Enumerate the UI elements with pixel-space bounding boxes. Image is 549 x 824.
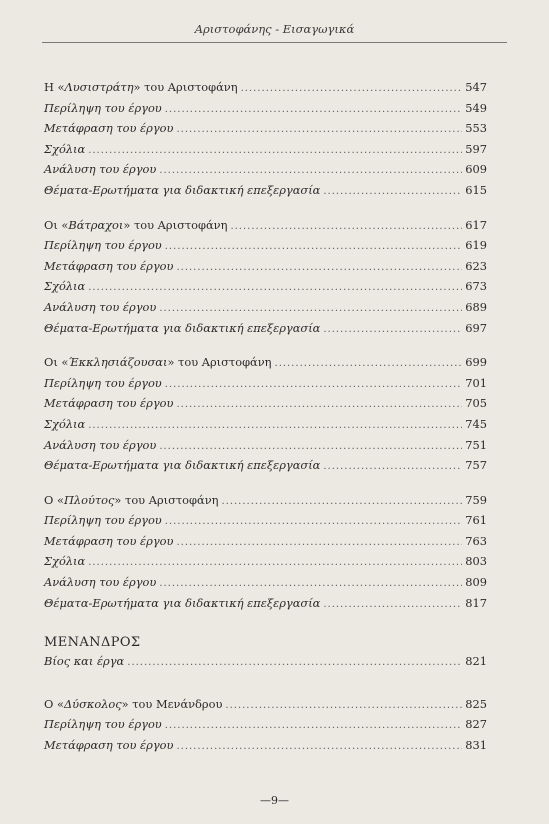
toc-entry xyxy=(44,458,487,479)
leader-dots xyxy=(323,324,462,335)
leader-dots xyxy=(165,379,462,390)
page-number: 617 xyxy=(465,217,487,232)
section-title-row: Ο «Δύσκολος» του Μενάνδρου ..... 825 xyxy=(44,697,487,718)
entry-label: Περίληψη του έργου xyxy=(44,238,162,253)
toc-entry xyxy=(44,142,487,163)
page-number: 697 xyxy=(465,320,487,335)
leader-dots xyxy=(159,303,462,314)
work-title: Λυσιστράτη xyxy=(64,80,134,94)
leader-dots xyxy=(225,700,462,711)
toc-entry xyxy=(44,376,487,397)
leader-dots xyxy=(275,358,462,369)
leader-dots xyxy=(176,262,462,273)
section-title-row: Ο «Πλούτος» του Αριστοφάνη ..... 759 xyxy=(44,493,487,514)
toc-entry xyxy=(44,513,487,534)
leader-dots xyxy=(88,145,462,156)
leader-dots xyxy=(176,741,462,752)
work-title: Πλούτος xyxy=(63,492,115,507)
page-number: 547 xyxy=(465,80,487,94)
toc-entry xyxy=(44,121,487,142)
footer-page-number: —9— xyxy=(260,794,289,807)
work-title: Έκκλησιάζουσαι xyxy=(68,355,168,370)
page-number: 759 xyxy=(465,492,487,507)
leader-dots xyxy=(165,104,462,115)
leader-dots xyxy=(323,461,462,472)
page-number: 809 xyxy=(465,575,487,590)
author-heading: ΜΕΝΑΝΔΡΟΣ xyxy=(44,635,141,651)
leader-dots xyxy=(88,420,462,431)
toc-entry xyxy=(44,321,487,342)
page-number: 827 xyxy=(465,717,487,732)
page-number: 763 xyxy=(465,533,487,548)
page-number: 701 xyxy=(465,375,487,390)
page-number: 831 xyxy=(465,738,487,753)
toc-entry xyxy=(44,738,487,759)
page-number: 619 xyxy=(465,238,487,253)
leader-dots xyxy=(323,186,462,197)
leader-dots xyxy=(241,83,462,94)
page-number: 699 xyxy=(465,355,487,370)
toc-entry xyxy=(44,259,487,280)
entry-label: Μετάφραση του έργου xyxy=(44,533,174,548)
page-number: 825 xyxy=(465,696,487,711)
toc-entry xyxy=(44,575,487,596)
section-title-row: Η «Λυσιστράτη» του Αριστοφάνη ..... 547 xyxy=(44,80,487,101)
entry-label: Μετάφραση του έργου xyxy=(44,396,174,411)
entry-label: Ανάλυση του έργου xyxy=(44,299,157,314)
entry-label: Ανάλυση του έργου xyxy=(44,162,157,177)
leader-dots xyxy=(159,441,462,452)
leader-dots xyxy=(159,165,462,176)
leader-dots xyxy=(176,124,462,135)
toc-entry xyxy=(44,162,487,183)
toc-entry xyxy=(44,238,487,259)
page-number: 549 xyxy=(465,100,487,115)
page-number: 757 xyxy=(465,458,487,473)
page-number: 745 xyxy=(465,416,487,431)
entry-label: Περίληψη του έργου xyxy=(44,375,162,390)
table-of-contents xyxy=(44,80,487,759)
toc-entry xyxy=(44,396,487,417)
section-title-row: Οι «Έκκλησιάζουσαι» του Αριστοφάνη ..... 699 xyxy=(44,355,487,376)
entry-label: Μετάφραση του έργου xyxy=(44,738,174,753)
page-number: 623 xyxy=(465,258,487,273)
entry-label: Σχόλια xyxy=(44,416,86,431)
entry-label: Θέματα-Ερωτήματα για διδακτική επεξεργασία xyxy=(44,320,321,335)
entry-label: Ανάλυση του έργου xyxy=(44,437,157,452)
toc-entry xyxy=(44,717,487,738)
leader-dots xyxy=(159,578,462,589)
toc-entry xyxy=(44,101,487,122)
entry-label: Μετάφραση του έργου xyxy=(44,258,174,273)
leader-dots xyxy=(88,557,462,568)
entry-label: Σχόλια xyxy=(44,141,86,156)
toc-entry xyxy=(44,554,487,575)
entry-label: Μετάφραση του έργου xyxy=(44,121,174,136)
leader-dots xyxy=(88,282,462,293)
work-title: Δύσκολος xyxy=(63,696,122,711)
page-number: 761 xyxy=(465,513,487,528)
page-number: 689 xyxy=(465,299,487,314)
entry-label: Περίληψη του έργου xyxy=(44,717,162,732)
page-number: 817 xyxy=(465,595,487,610)
toc-entry xyxy=(44,596,487,617)
leader-dots xyxy=(230,221,462,232)
page-number: 597 xyxy=(465,141,487,156)
entry-label: Θέματα-Ερωτήματα για διδακτική επεξεργασία xyxy=(44,595,321,610)
page-number: 821 xyxy=(465,654,487,669)
entry-label: Θέματα-Ερωτήματα για διδακτική επεξεργασία xyxy=(44,182,321,197)
toc-entry xyxy=(44,534,487,555)
entry-label: Σχόλια xyxy=(44,279,86,294)
entry-label: Περίληψη του έργου xyxy=(44,513,162,528)
page-number: 705 xyxy=(465,396,487,411)
leader-dots xyxy=(165,720,462,731)
leader-dots xyxy=(127,657,462,668)
header-rule xyxy=(42,42,507,43)
entry-label: Θέματα-Ερωτήματα για διδακτική επεξεργασία xyxy=(44,458,321,473)
running-header: Αριστοφάνης - Εισαγωγικά xyxy=(194,22,355,36)
entry-label: Βίος και έργα xyxy=(44,654,125,669)
entry-label: Περίληψη του έργου xyxy=(44,100,162,115)
entry-label: Σχόλια xyxy=(44,554,86,569)
page-number: 615 xyxy=(465,182,487,197)
toc-entry xyxy=(44,438,487,459)
leader-dots xyxy=(221,496,462,507)
leader-dots xyxy=(176,399,462,410)
toc-entry xyxy=(44,417,487,438)
page-number: 751 xyxy=(465,437,487,452)
page-number: 673 xyxy=(465,279,487,294)
page-number: 803 xyxy=(465,554,487,569)
toc-entry xyxy=(44,654,487,675)
work-title: Βάτραχοι xyxy=(68,217,124,232)
leader-dots xyxy=(323,599,462,610)
toc-entry xyxy=(44,300,487,321)
page-number: 609 xyxy=(465,162,487,177)
entry-label: Ανάλυση του έργου xyxy=(44,575,157,590)
page-number: 553 xyxy=(465,121,487,136)
toc-entry xyxy=(44,183,487,204)
toc-entry xyxy=(44,279,487,300)
leader-dots xyxy=(165,516,462,527)
leader-dots xyxy=(176,537,462,548)
leader-dots xyxy=(165,241,462,252)
section-title-row: Οι «Βάτραχοι» του Αριστοφάνη ..... 617 xyxy=(44,218,487,239)
